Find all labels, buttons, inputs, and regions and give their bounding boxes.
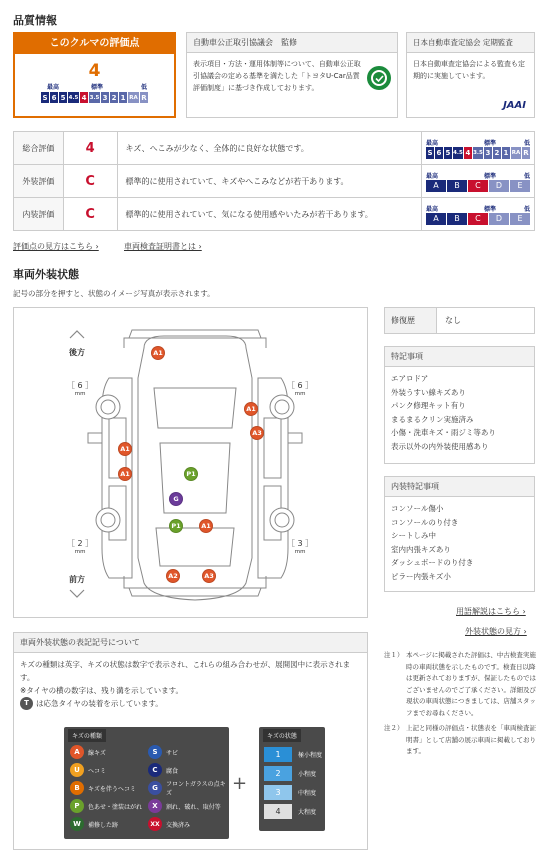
scale-cell: 4 <box>465 148 471 157</box>
types-title: キズの種類 <box>68 729 106 742</box>
legend-title: 車両外装状態の表記記号について <box>14 633 367 653</box>
scale-cell: 6 <box>436 148 442 157</box>
legend-type-item <box>70 761 145 779</box>
legend-type-code: C <box>148 763 162 777</box>
legend-size-item <box>264 783 324 802</box>
spare-tire-icon: T <box>20 697 33 710</box>
legend-line1: キズの種類は英字、キズの状態は数字で表示され、これらの組み合わせが、展開図中に表示されます。 <box>20 660 351 682</box>
sizes-panel <box>259 727 325 831</box>
fair-trade-body: 表示項目・方法・運用体制等について、自動車公正取引協議会の定める基準を満たした「トヨタU-Car品質評価制度」に基づき作成しております。 <box>193 60 361 92</box>
score-card <box>13 32 176 118</box>
list-item: 室内内張キズあり <box>391 544 451 554</box>
legend-line2: ※タイヤの横の数字は、残り溝を示しています。 <box>20 686 184 695</box>
legend-type-text: 補修した跡 <box>88 821 119 829</box>
legend-size-item <box>264 802 324 821</box>
legend-size-code: 4 <box>264 804 292 819</box>
legend-type-code: B <box>70 781 84 795</box>
evaluation-scale <box>421 165 534 198</box>
label-low: 低 <box>523 139 530 147</box>
evaluation-row <box>14 132 535 165</box>
legend-size-text: 極小程度 <box>298 752 323 759</box>
legend-size-code: 1 <box>264 747 292 762</box>
car-outline <box>14 308 367 617</box>
tire-rear-right: ［ 6 ］ mm <box>287 381 314 397</box>
inspection-doc-link[interactable]: 車両検査証明書とは › <box>124 242 202 251</box>
scale-cell: RA <box>511 147 521 159</box>
grade-cell: C <box>468 213 488 225</box>
legend-type-item <box>148 761 228 779</box>
list-item: コンソール傷小 <box>391 504 444 513</box>
scale-cell: R <box>141 93 147 102</box>
grade-cell: B <box>447 180 467 192</box>
score-value: 4 <box>88 61 101 81</box>
legend-type-item <box>148 779 228 797</box>
jaai-body: 日本自動車査定協会による監査も定期的に実施しています。 <box>413 60 525 80</box>
scale-cell: R <box>523 148 529 157</box>
list-item: 表示以外の内外装使用感あり <box>391 441 489 451</box>
list-item: まるまるクリン実施済み <box>391 414 474 424</box>
footnote-label: 注１） <box>384 651 404 659</box>
grade-cell: E <box>510 180 530 192</box>
damage-marker[interactable]: A1 <box>118 467 132 481</box>
damage-marker[interactable]: P1 <box>169 519 183 533</box>
legend-type-text: 腐食 <box>166 767 179 775</box>
list-item: コンソールのり付き <box>391 517 459 527</box>
damage-marker[interactable]: A2 <box>166 569 180 583</box>
legend-type-item <box>70 779 145 797</box>
score-scale <box>15 92 174 103</box>
legend-line3: は応急タイヤの装着を示しています。 <box>36 699 163 708</box>
legend-size-text: 中程度 <box>298 790 317 797</box>
damage-marker[interactable]: A1 <box>199 519 213 533</box>
jaai-logo: JAAI <box>503 100 526 111</box>
special-notes-title: 特記事項 <box>385 347 534 367</box>
score-howto-link[interactable]: 評価点の見方はこちら › <box>13 242 99 251</box>
legend-type-item <box>70 797 145 815</box>
label-best: 最高 <box>425 172 438 180</box>
repair-value: なし <box>445 316 461 325</box>
legend-type-text: 線キズ <box>88 749 106 757</box>
exterior-howto-link[interactable]: 外装状態の見方 › <box>465 627 527 636</box>
legend-type-item <box>70 815 145 833</box>
label-low: 低 <box>523 205 530 213</box>
legend-type-code: XX <box>148 817 162 831</box>
scale-cell: 2 <box>111 93 117 102</box>
fair-trade-box <box>186 32 398 118</box>
scale-cell: RA <box>128 92 139 103</box>
evaluation-scale <box>421 198 534 231</box>
list-item: 外装うすい線キズあり <box>391 387 466 397</box>
glossary-link[interactable]: 用語解説はこちら › <box>456 607 526 616</box>
legend-type-code: W <box>70 817 84 831</box>
legend-type-code: U <box>70 763 84 777</box>
jaai-title: 日本自動車査定協会 定期監査 <box>407 33 534 53</box>
scale-cell: S <box>427 148 433 157</box>
evaluation-label: 外装評価 <box>14 165 64 198</box>
label-standard: 標準 <box>91 84 104 91</box>
rear-arrow-icon <box>70 331 84 338</box>
repair-history <box>384 307 535 334</box>
legend-size-item <box>264 764 324 783</box>
legend-type-code: A <box>70 745 84 759</box>
label-low: 低 <box>523 172 530 180</box>
evaluation-grade: C <box>63 165 117 198</box>
legend-type-item <box>148 797 228 815</box>
scale-cell: 3 <box>102 93 108 102</box>
damage-marker[interactable]: A1 <box>118 442 132 456</box>
damage-marker[interactable]: A1 <box>244 402 258 416</box>
damage-marker[interactable]: P1 <box>184 467 198 481</box>
list-item: 小傷・洗車キズ・雨ジミ等あり <box>391 428 496 437</box>
front-label: 前方 <box>69 575 85 584</box>
types-panel <box>64 727 229 839</box>
grade-cell: B <box>447 213 467 225</box>
list-item: エアロドア <box>391 374 429 383</box>
label-low: 低 <box>141 84 148 91</box>
label-best: 最高 <box>47 84 60 91</box>
scale-cell: 3.5 <box>473 147 483 159</box>
grade-cell: C <box>468 180 488 192</box>
fair-trade-seal-icon <box>367 66 391 90</box>
scale-cell: 1 <box>120 93 126 102</box>
front-arrow-icon <box>70 590 84 597</box>
damage-marker[interactable]: A3 <box>250 426 264 440</box>
legend-type-code: G <box>148 781 162 795</box>
scale-cell: 4.5 <box>453 147 463 159</box>
scale-cell: 5 <box>60 93 66 102</box>
legend-type-text: 色あせ・塗装はがれ <box>88 803 143 811</box>
evaluation-label: 総合評価 <box>14 132 64 165</box>
footnote-text: 本ページに掲載された評価は、中古検査実施時の車両状態を示したものです。検査日以降は更新されておりますが、保証したものではございませんのでご了承ください。詳細及び現状の車両状態につきましては、店舗スタッフまでお尋ねください。 <box>406 651 536 717</box>
label-standard: 標準 <box>483 139 496 147</box>
legend-type-text: へコミ <box>88 767 107 775</box>
interior-notes-title: 内装特記事項 <box>385 477 534 497</box>
interior-notes <box>384 476 535 592</box>
legend-box <box>13 632 368 850</box>
grade-cell: A <box>426 213 446 225</box>
plus-sign: + <box>232 773 248 794</box>
legend-type-code: S <box>148 745 162 759</box>
label-standard: 標準 <box>483 205 496 213</box>
list-item: シートしみ中 <box>391 531 436 540</box>
evaluation-label: 内装評価 <box>14 198 64 231</box>
legend-size-code: 3 <box>264 785 292 800</box>
scale-cell: 3 <box>485 148 491 157</box>
legend-type-code: P <box>70 799 84 813</box>
damage-marker[interactable]: G <box>169 492 183 506</box>
fair-trade-title: 自動車公正取引協議会 監修 <box>187 33 397 53</box>
tire-front-right: ［ 3 ］ mm <box>287 539 314 555</box>
special-notes <box>384 346 535 464</box>
score-card-title: このクルマの評価点 <box>15 34 174 54</box>
footnote-label: 注２） <box>384 724 404 732</box>
car-diagram <box>13 307 368 618</box>
legend-type-item <box>148 815 228 833</box>
evaluation-scale <box>421 132 534 165</box>
evaluation-grade: 4 <box>63 132 117 165</box>
label-best: 最高 <box>425 205 438 213</box>
exterior-heading: 車両外装状態 <box>13 268 79 281</box>
tire-rear-left: ［ 6 ］ mm <box>67 381 94 397</box>
legend-type-item <box>70 743 145 761</box>
evaluation-desc: 標準的に使用されていて、キズやへこみなどが若干あります。 <box>117 165 421 198</box>
sizes-title: キズの状態 <box>263 729 301 742</box>
legend-type-text: 割れ、破れ、取付等 <box>166 803 221 811</box>
exterior-subtitle: 記号の部分を押すと、状態のイメージ写真が表示されます。 <box>13 289 215 298</box>
scale-cell: S <box>42 93 48 102</box>
quality-heading: 品質情報 <box>13 14 57 27</box>
jaai-box <box>406 32 535 118</box>
damage-marker[interactable]: A3 <box>202 569 216 583</box>
grade-cell: D <box>489 213 509 225</box>
legend-type-text: キズを伴うへコミ <box>88 785 136 793</box>
evaluation-row <box>14 198 535 231</box>
footnote-text: 上記と同様の評価点・状態表を「車両検査証明書」として店舗の展示車両に掲載しております。 <box>406 724 536 755</box>
legend-line3-row <box>20 697 361 710</box>
legend-type-text: フロントガラスの点キズ <box>166 781 226 797</box>
grade-cell: E <box>510 213 530 225</box>
legend-type-text: サビ <box>166 749 179 757</box>
interior-notes-list <box>385 497 534 588</box>
damage-marker[interactable]: A1 <box>151 346 165 360</box>
evaluation-desc: キズ、へこみが少なく、全体的に良好な状態です。 <box>117 132 421 165</box>
legend-size-text: 小程度 <box>298 771 317 778</box>
legend-type-code: X <box>148 799 162 813</box>
evaluation-grade: C <box>63 198 117 231</box>
legend-type-text: 交換済み <box>166 821 191 829</box>
scale-cell: 4.5 <box>68 92 79 103</box>
rear-label: 後方 <box>69 348 85 357</box>
scale-cell: 1 <box>503 148 509 157</box>
scale-cell: 6 <box>51 93 57 102</box>
evaluation-desc: 標準的に使用されていて、気になる使用感やいたみが若干あります。 <box>117 198 421 231</box>
footnote <box>384 723 536 758</box>
evaluation-table <box>13 131 535 231</box>
scale-cell: 5 <box>445 148 451 157</box>
legend-size-item <box>264 745 324 764</box>
grade-cell: D <box>489 180 509 192</box>
footnotes <box>384 650 536 762</box>
grade-cell: A <box>426 180 446 192</box>
label-standard: 標準 <box>483 172 496 180</box>
list-item: ピラー内張キズ小 <box>391 571 451 581</box>
legend-size-code: 2 <box>264 766 292 781</box>
label-best: 最高 <box>425 139 438 147</box>
scale-cell: 3.5 <box>89 92 100 103</box>
special-notes-list <box>385 367 534 458</box>
legend-size-text: 大程度 <box>298 809 317 816</box>
scale-cell: 2 <box>494 148 500 157</box>
evaluation-row <box>14 165 535 198</box>
scale-cell: 4 <box>81 93 87 102</box>
list-item: パンク修理キット有り <box>391 401 466 410</box>
tire-front-left: ［ 2 ］ mm <box>67 539 94 555</box>
footnote <box>384 650 536 719</box>
repair-label: 修復歴 <box>385 308 437 333</box>
list-item: ダッシュボードのり付き <box>391 558 474 567</box>
legend-type-item <box>148 743 228 761</box>
